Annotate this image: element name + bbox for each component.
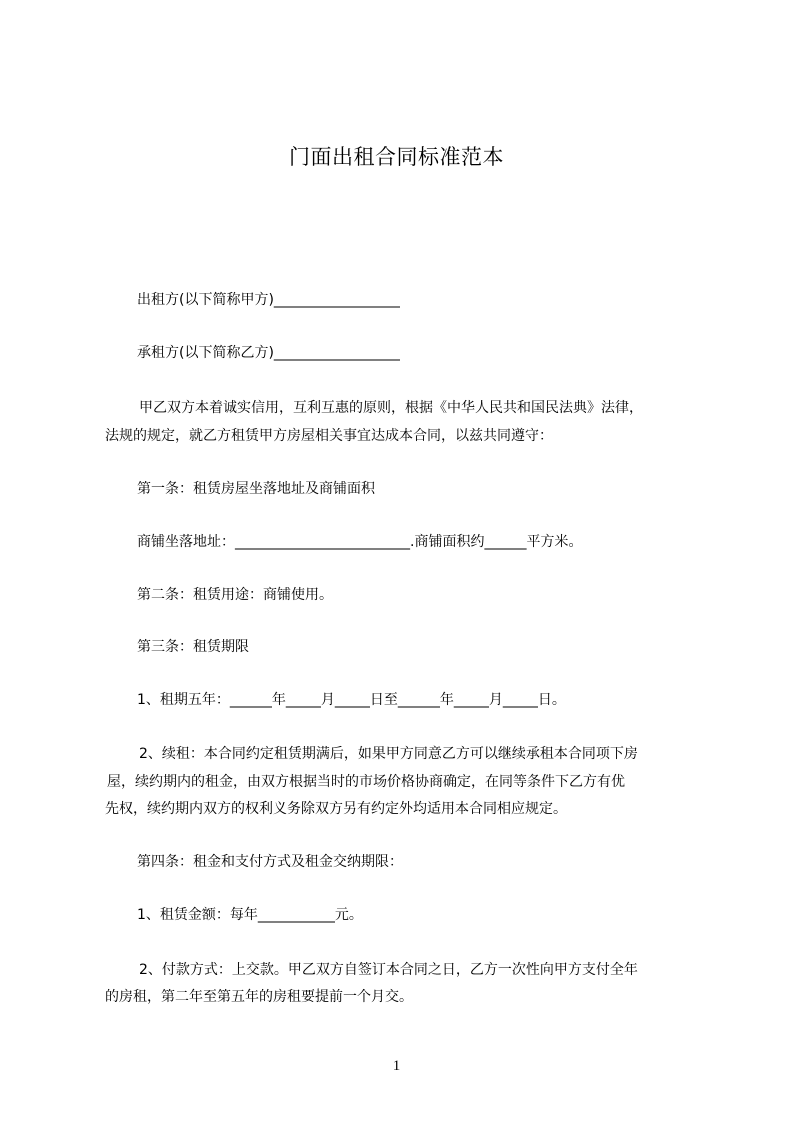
article2-line: 第二条：租赁用途：商铺使用。 [137, 587, 333, 603]
page-title: 门面出租合同标准范本 [289, 145, 504, 169]
article3-item2-line-2: 屋，续约期内的租金，由双方根据当时的市场价格协商确定，在同等条件下乙方有优 [107, 774, 625, 790]
page-number: 1 [392, 1058, 401, 1074]
article3-item2-line-3: 先权，续约期内双方的权利义务除双方另有约定外均适用本合同相应规定。 [105, 801, 567, 817]
article1-address-line: 商铺坐落地址：_________________________.商铺面积约______平方米。 [137, 534, 583, 550]
article4-item1: 1、租赁金额：每年___________元。 [137, 907, 363, 923]
article1-heading: 第一条：租赁房屋坐落地址及商铺面积 [137, 481, 375, 497]
article3-heading: 第三条：租赁期限 [137, 639, 249, 655]
lessor-line: 出租方(以下简称甲方)__________________ [137, 292, 400, 308]
article4-item2-line-1: 2、付款方式：上交款。甲乙双方自签订本合同之日，乙方一次性向甲方支付全年 [139, 962, 638, 978]
article3-item1: 1、租期五年：______年_____月_____日至______年_____月_____日。 [137, 692, 566, 708]
preamble-line-2: 法规的规定，就乙方租赁甲方房屋相关事宜达成本合同，以兹共同遵守： [105, 428, 553, 444]
lessee-line: 承租方(以下简称乙方)__________________ [137, 345, 400, 361]
preamble-line-1: 甲乙双方本着诚实信用，互利互惠的原则，根据《中华人民共和国民法典》法律， [139, 400, 643, 416]
article4-heading: 第四条：租金和支付方式及租金交纳期限： [137, 854, 403, 870]
article3-item2-line-1: 2、续租：本合同约定租赁期满后，如果甲方同意乙方可以继续承租本合同项下房 [139, 746, 638, 762]
article4-item2-line-2: 的房租，第二年至第五年的房租要提前一个月交。 [105, 989, 413, 1005]
